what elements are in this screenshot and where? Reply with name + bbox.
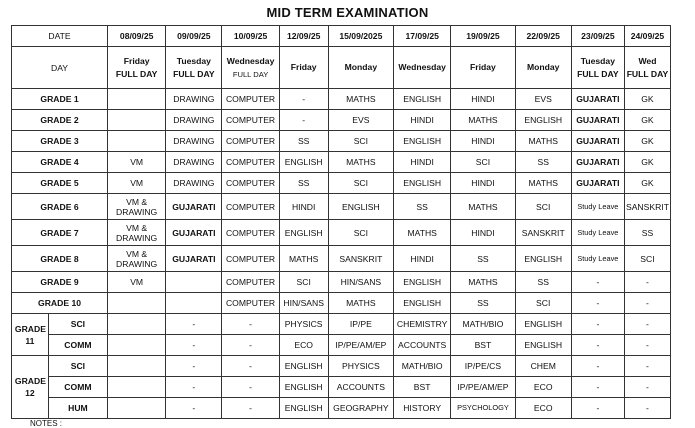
subject-cell: ECO [515, 398, 571, 419]
subject-cell: - [571, 335, 624, 356]
subject-cell: SS [624, 220, 670, 246]
grade-name: GRADE 5 [12, 173, 108, 194]
subject-cell [108, 335, 166, 356]
subject-cell: HINDI [394, 246, 451, 272]
subject-cell: - [279, 89, 328, 110]
subject-cell [108, 131, 166, 152]
subject-cell: ENGLISH [279, 377, 328, 398]
subject-cell: - [624, 377, 670, 398]
date-cell: 08/09/25 [108, 26, 166, 47]
table-row [12, 131, 671, 152]
day-cell [108, 47, 166, 89]
subject-cell: ENGLISH [515, 314, 571, 335]
table-row [12, 89, 671, 110]
subject-cell: SANSKRIT [515, 220, 571, 246]
day-cell [451, 47, 515, 89]
subject-cell: - [166, 377, 222, 398]
subject-cell: ENGLISH [279, 220, 328, 246]
subject-cell: ACCOUNTS [328, 377, 393, 398]
subject-cell [108, 314, 166, 335]
subject-cell: GK [624, 173, 670, 194]
subject-cell: SCI [624, 246, 670, 272]
subject-cell: - [571, 293, 624, 314]
subject-cell [108, 293, 166, 314]
stream-name: COMM [48, 377, 107, 398]
subject-cell: IP/PE [328, 314, 393, 335]
subject-cell: PHYSICS [279, 314, 328, 335]
subject-cell: DRAWING [166, 173, 222, 194]
table-row [12, 246, 671, 272]
subject-cell: MATHS [515, 131, 571, 152]
day-cell [394, 47, 451, 89]
subject-cell: MATHS [279, 246, 328, 272]
subject-cell: - [571, 272, 624, 293]
subject-cell: DRAWING [166, 131, 222, 152]
subject-cell: - [624, 314, 670, 335]
subject-cell: GK [624, 89, 670, 110]
subject-cell: COMPUTER [222, 131, 279, 152]
subject-cell: HISTORY [394, 398, 451, 419]
subject-cell: ENGLISH [279, 356, 328, 377]
subject-cell: SS [279, 173, 328, 194]
subject-cell [108, 377, 166, 398]
subject-cell: MATHS [328, 293, 393, 314]
grade-name: GRADE 7 [12, 220, 108, 246]
day-cell [328, 47, 393, 89]
subject-cell: BST [451, 335, 515, 356]
grade-name: GRADE 6 [12, 194, 108, 220]
subject-cell: ENGLISH [279, 152, 328, 173]
subject-cell: - [222, 314, 279, 335]
day-label: DAY [12, 47, 108, 89]
day-note: FULL DAY [626, 68, 669, 79]
subject-cell: SCI [328, 173, 393, 194]
grade-name-text: GRADE 12 [14, 376, 46, 398]
subject-cell: COMPUTER [222, 110, 279, 131]
subject-cell: SS [279, 131, 328, 152]
day-name: Friday [290, 62, 317, 72]
subject-cell: BST [394, 377, 451, 398]
subject-cell: DRAWING [166, 152, 222, 173]
subject-cell: DRAWING [166, 89, 222, 110]
subject-cell: CHEMISTRY [394, 314, 451, 335]
subject-cell: ENGLISH [394, 293, 451, 314]
subject-cell: COMPUTER [222, 89, 279, 110]
subject-cell: ENGLISH [394, 272, 451, 293]
subject-cell [108, 89, 166, 110]
subject-cell: SCI [328, 131, 393, 152]
grade-name [12, 356, 49, 419]
day-note: FULL DAY [232, 69, 269, 79]
subject-cell: HINDI [394, 152, 451, 173]
table-row [12, 47, 671, 89]
table-row [12, 398, 671, 419]
subject-cell: VM [108, 152, 166, 173]
subject-cell: ENGLISH [394, 131, 451, 152]
subject-cell: GUJARATI [571, 89, 624, 110]
date-cell: 09/09/25 [166, 26, 222, 47]
date-cell: 10/09/25 [222, 26, 279, 47]
subject-cell: SS [451, 246, 515, 272]
subject-cell: HINDI [394, 110, 451, 131]
subject-cell: - [222, 377, 279, 398]
grade-name [12, 314, 49, 356]
subject-cell: HINDI [451, 131, 515, 152]
subject-cell: - [222, 398, 279, 419]
day-cell [166, 47, 222, 89]
day-name: Monday [526, 62, 560, 72]
stream-name: COMM [48, 335, 107, 356]
subject-cell: DRAWING [166, 110, 222, 131]
subject-cell: GUJARATI [571, 152, 624, 173]
table-row [12, 293, 671, 314]
grade-name-text: GRADE 11 [14, 323, 46, 346]
subject-cell: ENGLISH [328, 194, 393, 220]
stream-name: HUM [48, 398, 107, 419]
date-cell: 24/09/25 [624, 26, 670, 47]
subject-cell: GUJARATI [166, 194, 222, 220]
subject-cell: GUJARATI [571, 173, 624, 194]
day-name: Friday [470, 62, 496, 72]
subject-cell: GK [624, 131, 670, 152]
subject-cell: COMPUTER [222, 293, 279, 314]
subject-cell: GK [624, 110, 670, 131]
subject-cell: - [624, 356, 670, 377]
subject-cell: EVS [515, 89, 571, 110]
subject-cell: ECO [279, 335, 328, 356]
subject-cell: GUJARATI [166, 246, 222, 272]
subject-cell: CHEM [515, 356, 571, 377]
subject-cell: - [624, 293, 670, 314]
day-name: Wed [638, 55, 657, 66]
day-cell [624, 47, 670, 89]
day-cell [515, 47, 571, 89]
subject-cell [108, 110, 166, 131]
subject-cell: ENGLISH [515, 246, 571, 272]
subject-cell: ENGLISH [394, 173, 451, 194]
subject-cell: COMPUTER [222, 246, 279, 272]
subject-cell: PHYSICS [328, 356, 393, 377]
subject-cell: - [222, 356, 279, 377]
day-cell [279, 47, 328, 89]
subject-cell: HIN/SANS [328, 272, 393, 293]
exam-timetable [11, 25, 671, 419]
subject-cell: SCI [515, 194, 571, 220]
grade-name: GRADE 4 [12, 152, 108, 173]
day-cell [571, 47, 624, 89]
subject-cell: - [279, 110, 328, 131]
subject-cell [108, 398, 166, 419]
subject-cell: GEOGRAPHY [328, 398, 393, 419]
subject-cell: ENGLISH [279, 398, 328, 419]
subject-cell: - [571, 356, 624, 377]
table-row [12, 335, 671, 356]
day-name: Tuesday [580, 55, 615, 66]
date-cell: 12/09/25 [279, 26, 328, 47]
date-cell: 22/09/25 [515, 26, 571, 47]
subject-cell: SCI [515, 293, 571, 314]
subject-cell: SCI [279, 272, 328, 293]
date-cell: 23/09/25 [571, 26, 624, 47]
subject-cell: MATH/BIO [451, 314, 515, 335]
subject-cell: COMPUTER [222, 194, 279, 220]
grade-name: GRADE 1 [12, 89, 108, 110]
subject-cell: - [571, 314, 624, 335]
day-note: FULL DAY [115, 68, 158, 79]
day-note: FULL DAY [577, 68, 619, 79]
subject-cell: - [624, 272, 670, 293]
subject-cell: COMPUTER [222, 220, 279, 246]
subject-cell: GK [624, 152, 670, 173]
page-title: MID TERM EXAMINATION [266, 5, 429, 20]
subject-cell: PSYCHOLOGY [451, 398, 515, 419]
subject-cell: HINDI [451, 173, 515, 194]
subject-cell: HINDI [451, 220, 515, 246]
subject-cell: HIN/SANS [279, 293, 328, 314]
subject-cell: MATHS [328, 152, 393, 173]
notes-label: NOTES : [30, 419, 63, 428]
subject-cell: - [624, 398, 670, 419]
day-note: FULL DAY [173, 68, 215, 79]
subject-cell: MATHS [515, 173, 571, 194]
subject-cell: COMPUTER [222, 152, 279, 173]
subject-cell: SS [394, 194, 451, 220]
subject-cell: HINDI [279, 194, 328, 220]
subject-cell: VM & DRAWING [108, 220, 166, 246]
subject-cell: SANSKRIT [328, 246, 393, 272]
subject-cell: GUJARATI [571, 110, 624, 131]
subject-cell: - [166, 398, 222, 419]
subject-cell: - [222, 335, 279, 356]
subject-cell: ENGLISH [515, 335, 571, 356]
subject-cell: GUJARATI [166, 220, 222, 246]
subject-cell: VM [108, 173, 166, 194]
subject-cell: - [166, 314, 222, 335]
date-cell: 19/09/25 [451, 26, 515, 47]
subject-cell: - [166, 356, 222, 377]
subject-cell: COMPUTER [222, 272, 279, 293]
date-cell: 15/09/2025 [328, 26, 393, 47]
day-name: Tuesday [176, 55, 211, 66]
subject-cell: HINDI [451, 89, 515, 110]
day-name: Wednesday [398, 62, 446, 72]
subject-cell: IP/PE/CS [451, 356, 515, 377]
subject-cell [166, 293, 222, 314]
subject-cell [166, 272, 222, 293]
subject-cell: - [571, 398, 624, 419]
subject-cell: VM & DRAWING [108, 194, 166, 220]
subject-cell: MATH/BIO [394, 356, 451, 377]
subject-cell: - [166, 335, 222, 356]
subject-cell: EVS [328, 110, 393, 131]
subject-cell: - [624, 335, 670, 356]
subject-cell: IP/PE/AM/EP [451, 377, 515, 398]
subject-cell: MATHS [451, 272, 515, 293]
table-row [12, 220, 671, 246]
grade-name: GRADE 8 [12, 246, 108, 272]
date-label: DATE [12, 26, 108, 47]
subject-cell: VM [108, 272, 166, 293]
table-row [12, 314, 671, 335]
grade-name: GRADE 2 [12, 110, 108, 131]
table-row [12, 26, 671, 47]
day-cell [222, 47, 279, 89]
day-name: Monday [344, 62, 378, 72]
subject-cell: SCI [451, 152, 515, 173]
table-row [12, 194, 671, 220]
subject-cell: ENGLISH [394, 89, 451, 110]
subject-cell: Study Leave [571, 220, 624, 246]
subject-cell: ACCOUNTS [394, 335, 451, 356]
table-row [12, 173, 671, 194]
subject-cell: - [571, 377, 624, 398]
subject-cell: SS [515, 152, 571, 173]
subject-cell: MATHS [451, 194, 515, 220]
subject-cell: SS [515, 272, 571, 293]
subject-cell: MATHS [394, 220, 451, 246]
subject-cell: SANSKRIT [624, 194, 670, 220]
grade-name: GRADE 9 [12, 272, 108, 293]
table-row [12, 272, 671, 293]
stream-name: SCI [48, 356, 107, 377]
day-name: Friday [123, 55, 150, 66]
subject-cell: MATHS [328, 89, 393, 110]
subject-cell: ENGLISH [515, 110, 571, 131]
grade-name: GRADE 3 [12, 131, 108, 152]
subject-cell: ECO [515, 377, 571, 398]
subject-cell: SS [451, 293, 515, 314]
subject-cell: Study Leave [571, 246, 624, 272]
table-row [12, 356, 671, 377]
date-cell: 17/09/25 [394, 26, 451, 47]
subject-cell: Study Leave [571, 194, 624, 220]
table-row [12, 152, 671, 173]
subject-cell: SCI [328, 220, 393, 246]
subject-cell: GUJARATI [571, 131, 624, 152]
stream-name: SCI [48, 314, 107, 335]
subject-cell: MATHS [451, 110, 515, 131]
subject-cell: COMPUTER [222, 173, 279, 194]
day-name: Wednesday [226, 55, 275, 66]
subject-cell: VM & DRAWING [108, 246, 166, 272]
grade-name: GRADE 10 [12, 293, 108, 314]
subject-cell: IP/PE/AM/EP [328, 335, 393, 356]
subject-cell [108, 356, 166, 377]
table-row [12, 110, 671, 131]
table-row [12, 377, 671, 398]
